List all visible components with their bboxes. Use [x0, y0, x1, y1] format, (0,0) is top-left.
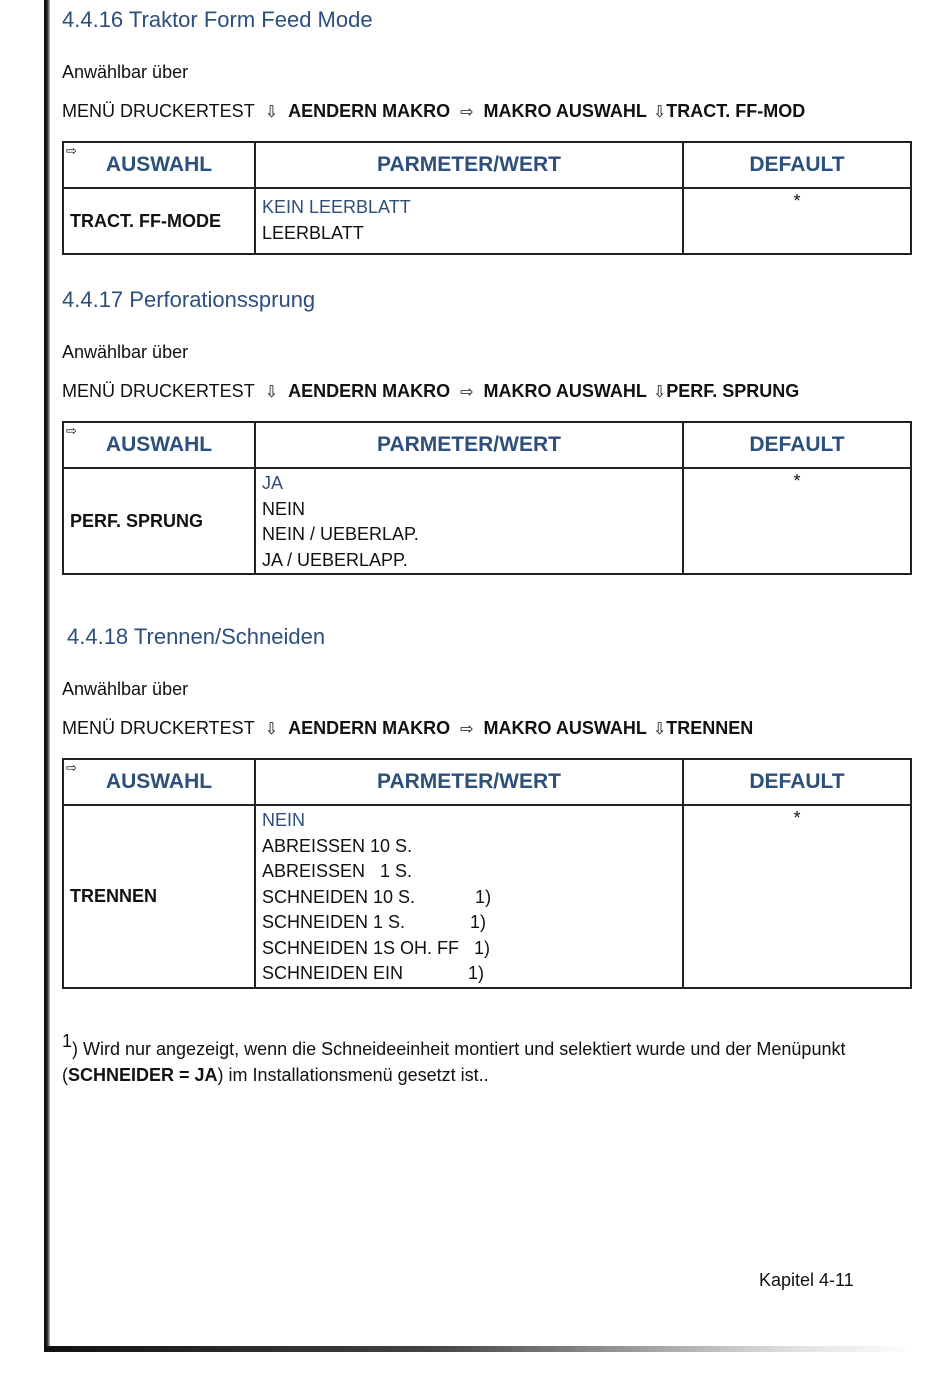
value-option: LEERBLATT [262, 222, 364, 243]
path-step-target: PERF. SPRUNG [666, 381, 800, 401]
header-parameter: PARMETER/WERT [255, 142, 683, 188]
right-arrow-icon: ⇨ [460, 721, 474, 738]
table-header-row [63, 759, 911, 805]
table-header-row [63, 142, 911, 188]
value-option: KEIN LEERBLATT [262, 197, 411, 217]
header-default: DEFAULT [683, 759, 911, 805]
path-step-menu: MENÜ DRUCKERTEST [62, 381, 255, 401]
header-auswahl: ⇨ AUSWAHL [63, 422, 255, 468]
value-option: SCHNEIDEN EIN 1) [262, 963, 485, 983]
footnote-bold: SCHNEIDER = JA [68, 1065, 218, 1085]
value-option: ABREISSEN 10 S. [262, 835, 413, 856]
default-marker: * [683, 805, 911, 988]
table-row [63, 468, 911, 574]
default-marker: * [683, 468, 911, 574]
down-arrow-icon: ⇩ [652, 384, 667, 401]
section-heading: 4.4.18 Trennen/Schneiden [67, 624, 326, 649]
path-step-makro-auswahl: MAKRO AUSWAHL [483, 381, 647, 401]
right-arrow-icon: ⇨ [460, 104, 474, 121]
header-auswahl: ⇨ AUSWAHL [63, 759, 255, 805]
parameter-table [62, 421, 912, 575]
selectable-via-label: Anwählbar über [62, 62, 189, 82]
path-step-aendern: AENDERN MAKRO [288, 101, 451, 121]
selection-cell: PERF. SPRUNG [63, 468, 255, 574]
down-arrow-icon: ⇩ [264, 384, 279, 401]
page-number: Kapitel 4-11 [759, 1270, 854, 1290]
corner-arrow-icon: ⇨ [66, 423, 77, 438]
menu-path [62, 718, 753, 739]
parameter-table [62, 141, 912, 255]
path-step-target: TRENNEN [666, 718, 754, 738]
down-arrow-icon: ⇩ [264, 721, 279, 738]
corner-arrow-icon: ⇨ [66, 760, 77, 775]
header-auswahl: ⇨ AUSWAHL [63, 142, 255, 188]
values-cell [255, 468, 683, 574]
value-option: NEIN [262, 810, 306, 830]
right-arrow-icon: ⇨ [460, 384, 474, 401]
section-heading: 4.4.16 Traktor Form Feed Mode [62, 7, 373, 32]
value-option: ABREISSEN 1 S. [262, 861, 413, 881]
page-border-left [44, 0, 50, 1352]
values-cell [255, 188, 683, 254]
value-option: SCHNEIDEN 1S OH. FF 1) [262, 937, 491, 958]
header-default: DEFAULT [683, 422, 911, 468]
menu-path [62, 101, 805, 122]
selectable-via-label: Anwählbar über [62, 679, 189, 699]
selectable-via-label: Anwählbar über [62, 342, 189, 362]
footnote-marker: 1 [62, 1031, 73, 1051]
path-step-aendern: AENDERN MAKRO [288, 381, 451, 401]
section-heading: 4.4.17 Perforationssprung [62, 287, 316, 312]
path-step-target: TRACT. FF-MOD [666, 101, 806, 121]
value-option: JA [262, 473, 284, 493]
table-header-row [63, 422, 911, 468]
selection-cell: TRENNEN [63, 805, 255, 988]
value-option: NEIN [262, 498, 306, 519]
path-step-menu: MENÜ DRUCKERTEST [62, 718, 255, 738]
path-step-makro-auswahl: MAKRO AUSWAHL [483, 101, 647, 121]
down-arrow-icon: ⇩ [652, 721, 667, 738]
path-step-aendern: AENDERN MAKRO [288, 718, 451, 738]
header-parameter: PARMETER/WERT [255, 759, 683, 805]
value-option: JA / UEBERLAPP. [262, 549, 408, 570]
menu-path [62, 381, 799, 402]
table-row [63, 188, 911, 254]
default-marker: * [683, 188, 911, 254]
value-option: NEIN / UEBERLAP. [262, 524, 419, 544]
table-row [63, 805, 911, 988]
header-default: DEFAULT [683, 142, 911, 188]
footnote-text-after: ) im Installationsmenü gesetzt ist.. [217, 1065, 489, 1085]
parameter-table [62, 758, 912, 989]
footnote-text-before: ) Wird nur angezeigt, wenn die Schneideeinheit montiert und selektiert wurde und der Menüpunkt ( [62, 1039, 846, 1085]
down-arrow-icon: ⇩ [264, 104, 279, 121]
values-cell [255, 805, 683, 988]
header-parameter: PARMETER/WERT [255, 422, 683, 468]
value-option: SCHNEIDEN 10 S. 1) [262, 886, 492, 907]
selection-cell: TRACT. FF-MODE [63, 188, 255, 254]
value-option: SCHNEIDEN 1 S. 1) [262, 912, 487, 932]
path-step-makro-auswahl: MAKRO AUSWAHL [483, 718, 647, 738]
down-arrow-icon: ⇩ [652, 104, 667, 121]
corner-arrow-icon: ⇨ [66, 143, 77, 158]
path-step-menu: MENÜ DRUCKERTEST [62, 101, 255, 121]
footnote [62, 1028, 862, 1088]
page-border-bottom [44, 1346, 914, 1352]
